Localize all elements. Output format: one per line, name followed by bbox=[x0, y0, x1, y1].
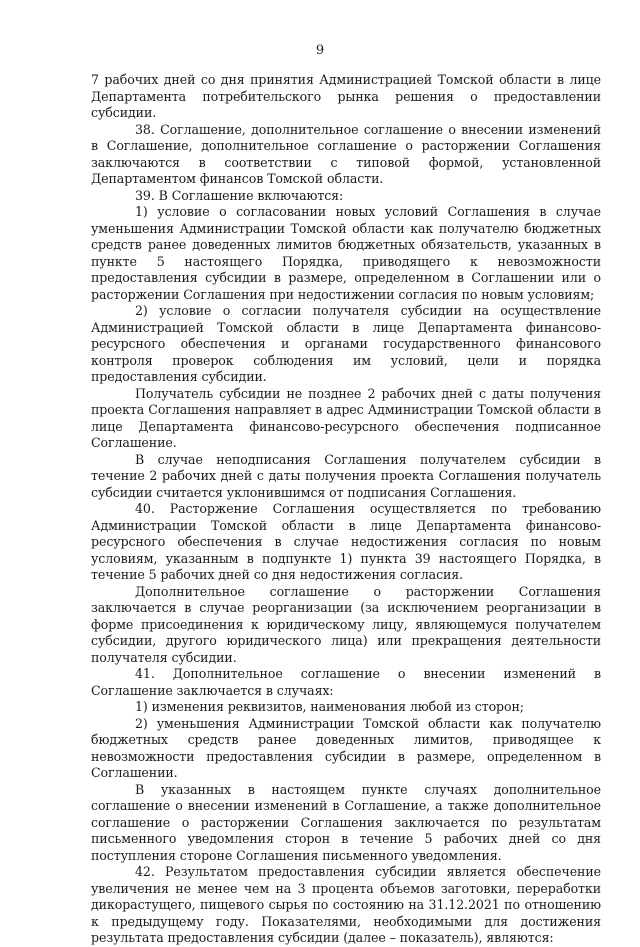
document-body bbox=[91, 72, 601, 947]
paragraph: 2) условие о согласии получателя субсидии на осуществление Администрацией Томской области в лице Департамента финансово-ресурсного обеспечения и органами государственного финансового контроля проверок соблюдения им условий, цели и порядка предоставления субсидии. bbox=[91, 303, 601, 384]
paragraph: 2) уменьшения Администрации Томской области как получателю бюджетных средств ранее доведенных лимитов, приводящее к невозможности предоставления субсидии в размере, определенном в Соглашении. bbox=[91, 715, 601, 780]
paragraph: В указанных в настоящем пункте случаях дополнительное соглашение о внесении изменений в Соглашение, а также дополнительное соглашение о расторжении Соглашения заключается по результатам письменного уведомления сторон в течение 5 рабочих дней со дня поступления стороне Соглашения письменного уведомления. bbox=[91, 781, 601, 863]
page-number: 9 bbox=[315, 43, 325, 58]
paragraph: 1) условие о согласовании новых условий Соглашения в случае уменьшения Администрации Томской области как получателю бюджетных средств ранее доведенных лимитов бюджетных обязательств, указанных в пункте 5 настоящего Порядка, приводящего к невозможности предоставления субсидии в размере, определенном в Соглашении или о расторжении Соглашения при недостижении согласия по новым условиям; bbox=[91, 204, 601, 302]
paragraph: 7 рабочих дней со дня принятия Администрацией Томской области в лице Департамента потребительского рынка решения о предоставлении субсидии. bbox=[91, 72, 601, 120]
paragraph: Получатель субсидии не позднее 2 рабочих дней с даты получения проекта Соглашения направляет в адрес Администрации Томской области в лице Департамента финансово-ресурсного обеспечения подписанное Соглашение. bbox=[91, 385, 601, 450]
paragraph: 41. Дополнительное соглашение о внесении изменений в Соглашение заключается в случаях: bbox=[91, 666, 601, 698]
paragraph: 39. В Соглашение включаются: bbox=[135, 187, 344, 203]
paragraph: 40. Расторжение Соглашения осуществляется по требованию Администрации Томской области в лице Департамента финансово-ресурсного обеспечения в случае недостижения согласия по новым условиям, указанным в подпункте 1) пункта 39 настоящего Порядка, в течение 5 рабочих дней со дня недостижения согласия. bbox=[91, 501, 601, 582]
paragraph: 42. Результатом предоставления субсидии является обеспечение увеличения не менее чем на 3 процента объемов заготовки, переработки дикорастущего, пищевого сырья по состоянию на 31.12.2021 по отношению к предыдущему году. Показателями, необходимыми для достижения результата предоставления субсидии (далее – показатель), являются: bbox=[91, 864, 601, 945]
paragraph: 1) изменения реквизитов, наименования любой из сторон; bbox=[135, 699, 524, 714]
paragraph: В случае неподписания Соглашения получателем субсидии в течение 2 рабочих дней с даты получения проекта Соглашения получатель субсидии считается уклонившимся от подписания Соглашения. bbox=[91, 451, 601, 500]
paragraph: 38. Соглашение, дополнительное соглашение о внесении изменений в Соглашение, дополнительное соглашение о расторжении Соглашения заключаются в соответствии с типовой формой, установленной Департаментом финансов Томской области. bbox=[91, 121, 601, 186]
paragraph: Дополнительное соглашение о расторжении Соглашения заключается в случае реорганизации (за исключением реорганизации в форме присоединения к юридическому лицу, являющемуся получателем субсидии, другого юридического лица) или прекращения деятельности получателя субсидии. bbox=[91, 583, 601, 665]
